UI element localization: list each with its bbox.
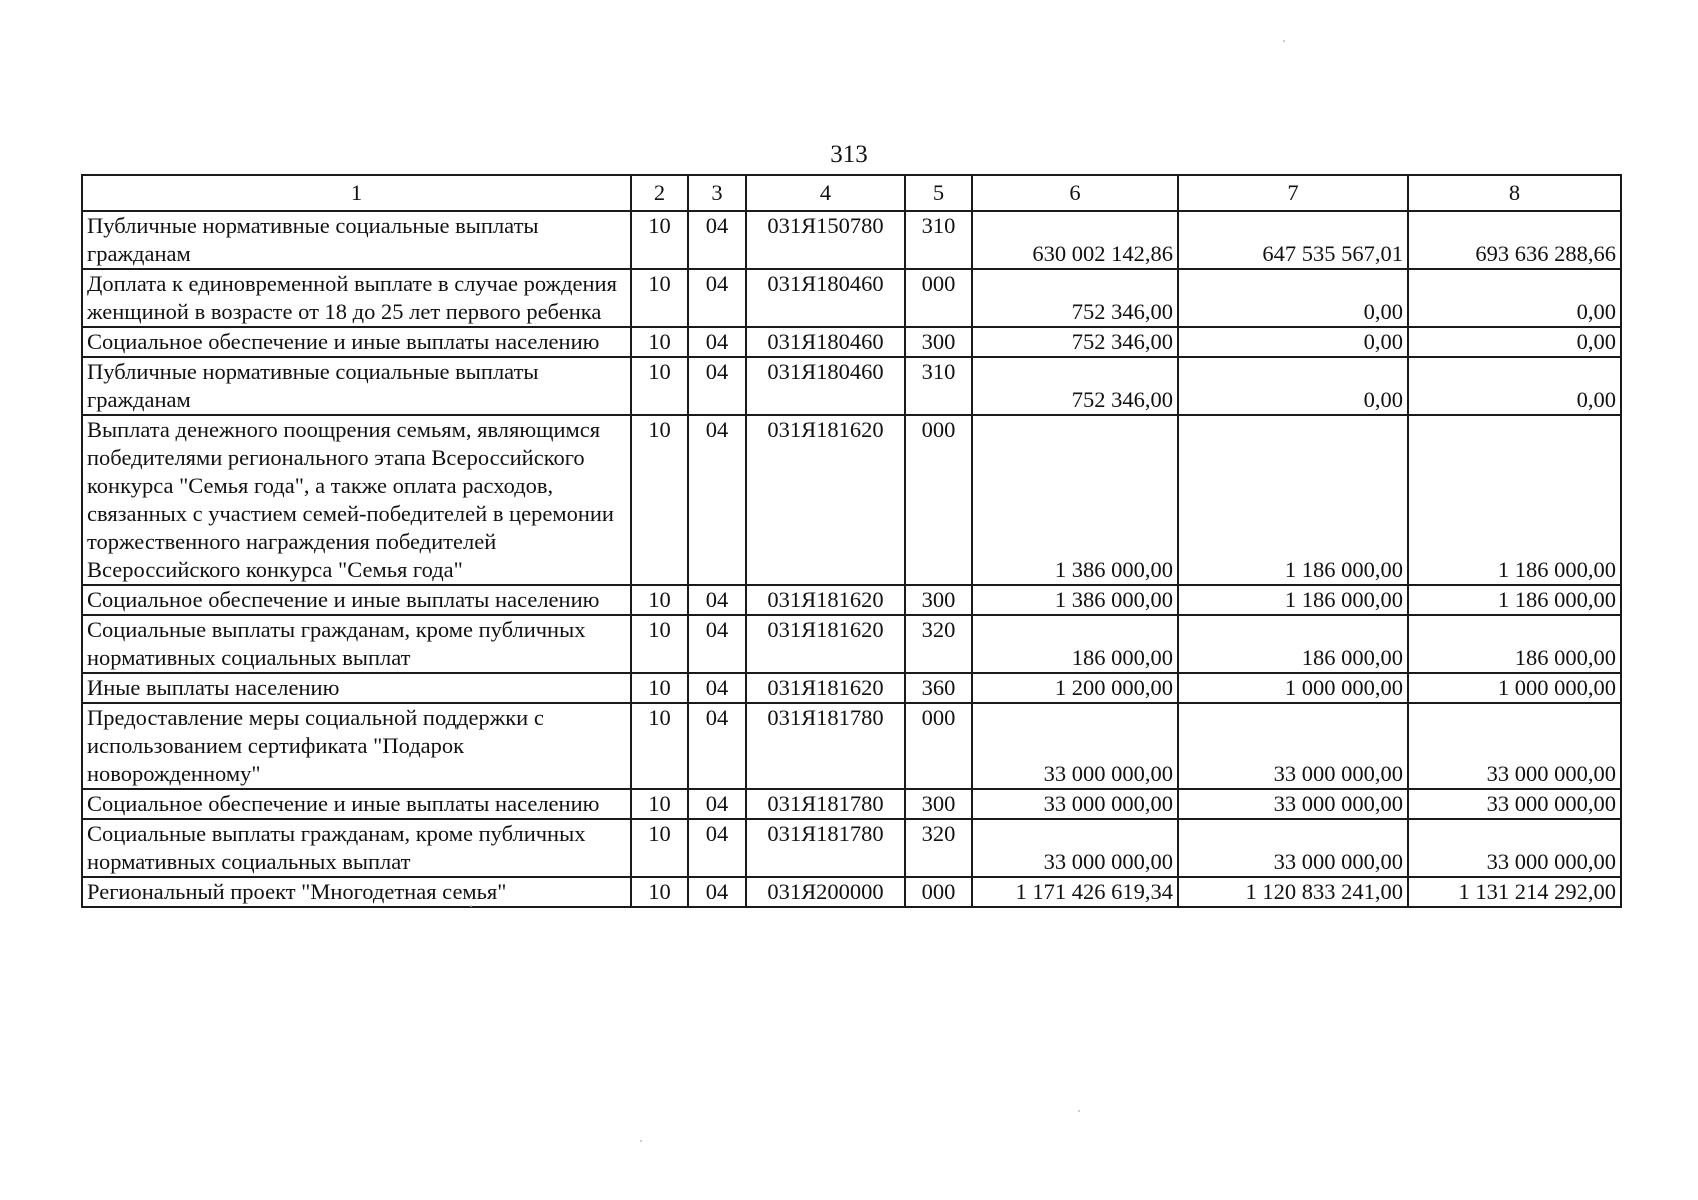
table-row [82,269,1621,327]
budget-table [81,174,1622,908]
target-article-code: 031Я150780 [746,211,905,269]
row-name: Социальные выплаты гражданам, кроме публичных нормативных социальных выплат [82,615,631,673]
scan-speck [640,1140,642,1142]
target-article-code: 031Я181620 [746,585,905,615]
section-code: 10 [631,269,688,327]
column-header: 5 [905,175,972,211]
amount-col-6: 1 386 000,00 [972,415,1178,585]
expense-type-code: 000 [905,269,972,327]
table-row [82,415,1621,585]
amount-col-6: 33 000 000,00 [972,819,1178,877]
scan-speck [470,905,472,907]
table-header-row [82,175,1621,211]
target-article-code: 031Я181780 [746,819,905,877]
target-article-code: 031Я181780 [746,703,905,789]
subsection-code: 04 [688,703,746,789]
row-name: Выплата денежного поощрения семьям, являющимся победителями регионального этапа Всероссийского конкурса "Семья года", а также оплата расходов, связанных с участием семей-победителей в церемонии торжественного награждения победителей Всероссийского конкурса "Семья года" [82,415,631,585]
amount-col-8: 0,00 [1408,357,1621,415]
subsection-code: 04 [688,415,746,585]
table-row [82,819,1621,877]
amount-col-6: 1 386 000,00 [972,585,1178,615]
page-number: 313 [830,141,868,168]
target-article-code: 031Я180460 [746,269,905,327]
amount-col-8: 33 000 000,00 [1408,703,1621,789]
section-code: 10 [631,357,688,415]
column-header: 6 [972,175,1178,211]
table-row [82,585,1621,615]
amount-col-8: 1 131 214 292,00 [1408,877,1621,907]
row-name: Доплата к единовременной выплате в случае рождения женщиной в возрасте от 18 до 25 лет первого ребенка [82,269,631,327]
target-article-code: 031Я181620 [746,673,905,703]
target-article-code: 031Я181780 [746,789,905,819]
table-row [82,615,1621,673]
amount-col-7: 1 120 833 241,00 [1178,877,1408,907]
amount-col-6: 752 346,00 [972,357,1178,415]
amount-col-7: 0,00 [1178,269,1408,327]
expense-type-code: 300 [905,789,972,819]
amount-col-7: 0,00 [1178,327,1408,357]
target-article-code: 031Я181620 [746,415,905,585]
column-header: 1 [82,175,631,211]
amount-col-6: 630 002 142,86 [972,211,1178,269]
table-row [82,673,1621,703]
section-code: 10 [631,789,688,819]
amount-col-7: 1 000 000,00 [1178,673,1408,703]
expense-type-code: 310 [905,211,972,269]
expense-type-code: 300 [905,585,972,615]
row-name: Социальные выплаты гражданам, кроме публичных нормативных социальных выплат [82,819,631,877]
section-code: 10 [631,327,688,357]
section-code: 10 [631,211,688,269]
table-row [82,357,1621,415]
table-row [82,789,1621,819]
expense-type-code: 000 [905,877,972,907]
table-body [82,175,1621,907]
row-name: Социальное обеспечение и иные выплаты населению [82,327,631,357]
table-row [82,703,1621,789]
section-code: 10 [631,673,688,703]
amount-col-7: 0,00 [1178,357,1408,415]
column-header: 7 [1178,175,1408,211]
amount-col-8: 186 000,00 [1408,615,1621,673]
amount-col-8: 33 000 000,00 [1408,819,1621,877]
row-name: Иные выплаты населению [82,673,631,703]
row-name: Публичные нормативные социальные выплаты гражданам [82,357,631,415]
expense-type-code: 000 [905,415,972,585]
column-header: 4 [746,175,905,211]
subsection-code: 04 [688,673,746,703]
expense-type-code: 360 [905,673,972,703]
row-name: Предоставление меры социальной поддержки с использованием сертификата "Подарок новорожденному" [82,703,631,789]
subsection-code: 04 [688,357,746,415]
amount-col-6: 1 171 426 619,34 [972,877,1178,907]
subsection-code: 04 [688,269,746,327]
row-name: Региональный проект "Многодетная семья" [82,877,631,907]
amount-col-6: 752 346,00 [972,327,1178,357]
amount-col-7: 1 186 000,00 [1178,585,1408,615]
amount-col-6: 33 000 000,00 [972,789,1178,819]
amount-col-7: 33 000 000,00 [1178,703,1408,789]
amount-col-8: 693 636 288,66 [1408,211,1621,269]
amount-col-7: 186 000,00 [1178,615,1408,673]
amount-col-6: 1 200 000,00 [972,673,1178,703]
target-article-code: 031Я180460 [746,357,905,415]
table-row [82,877,1621,907]
amount-col-8: 1 186 000,00 [1408,415,1621,585]
expense-type-code: 320 [905,615,972,673]
subsection-code: 04 [688,615,746,673]
scan-speck [1078,1110,1080,1112]
amount-col-6: 186 000,00 [972,615,1178,673]
section-code: 10 [631,415,688,585]
row-name: Социальное обеспечение и иные выплаты населению [82,585,631,615]
target-article-code: 031Я181620 [746,615,905,673]
subsection-code: 04 [688,211,746,269]
expense-type-code: 320 [905,819,972,877]
column-header: 3 [688,175,746,211]
subsection-code: 04 [688,585,746,615]
amount-col-8: 1 186 000,00 [1408,585,1621,615]
expense-type-code: 000 [905,703,972,789]
table-row [82,211,1621,269]
amount-col-7: 1 186 000,00 [1178,415,1408,585]
section-code: 10 [631,877,688,907]
amount-col-6: 33 000 000,00 [972,703,1178,789]
subsection-code: 04 [688,819,746,877]
expense-type-code: 300 [905,327,972,357]
row-name: Социальное обеспечение и иные выплаты населению [82,789,631,819]
amount-col-7: 647 535 567,01 [1178,211,1408,269]
section-code: 10 [631,703,688,789]
amount-col-8: 0,00 [1408,327,1621,357]
amount-col-6: 752 346,00 [972,269,1178,327]
column-header: 8 [1408,175,1621,211]
column-header: 2 [631,175,688,211]
amount-col-7: 33 000 000,00 [1178,819,1408,877]
amount-col-8: 0,00 [1408,269,1621,327]
target-article-code: 031Я200000 [746,877,905,907]
amount-col-7: 33 000 000,00 [1178,789,1408,819]
amount-col-8: 33 000 000,00 [1408,789,1621,819]
scan-speck [1283,40,1285,42]
section-code: 10 [631,585,688,615]
table-row [82,327,1621,357]
subsection-code: 04 [688,789,746,819]
expense-type-code: 310 [905,357,972,415]
subsection-code: 04 [688,877,746,907]
row-name: Публичные нормативные социальные выплаты гражданам [82,211,631,269]
subsection-code: 04 [688,327,746,357]
amount-col-8: 1 000 000,00 [1408,673,1621,703]
section-code: 10 [631,819,688,877]
target-article-code: 031Я180460 [746,327,905,357]
section-code: 10 [631,615,688,673]
